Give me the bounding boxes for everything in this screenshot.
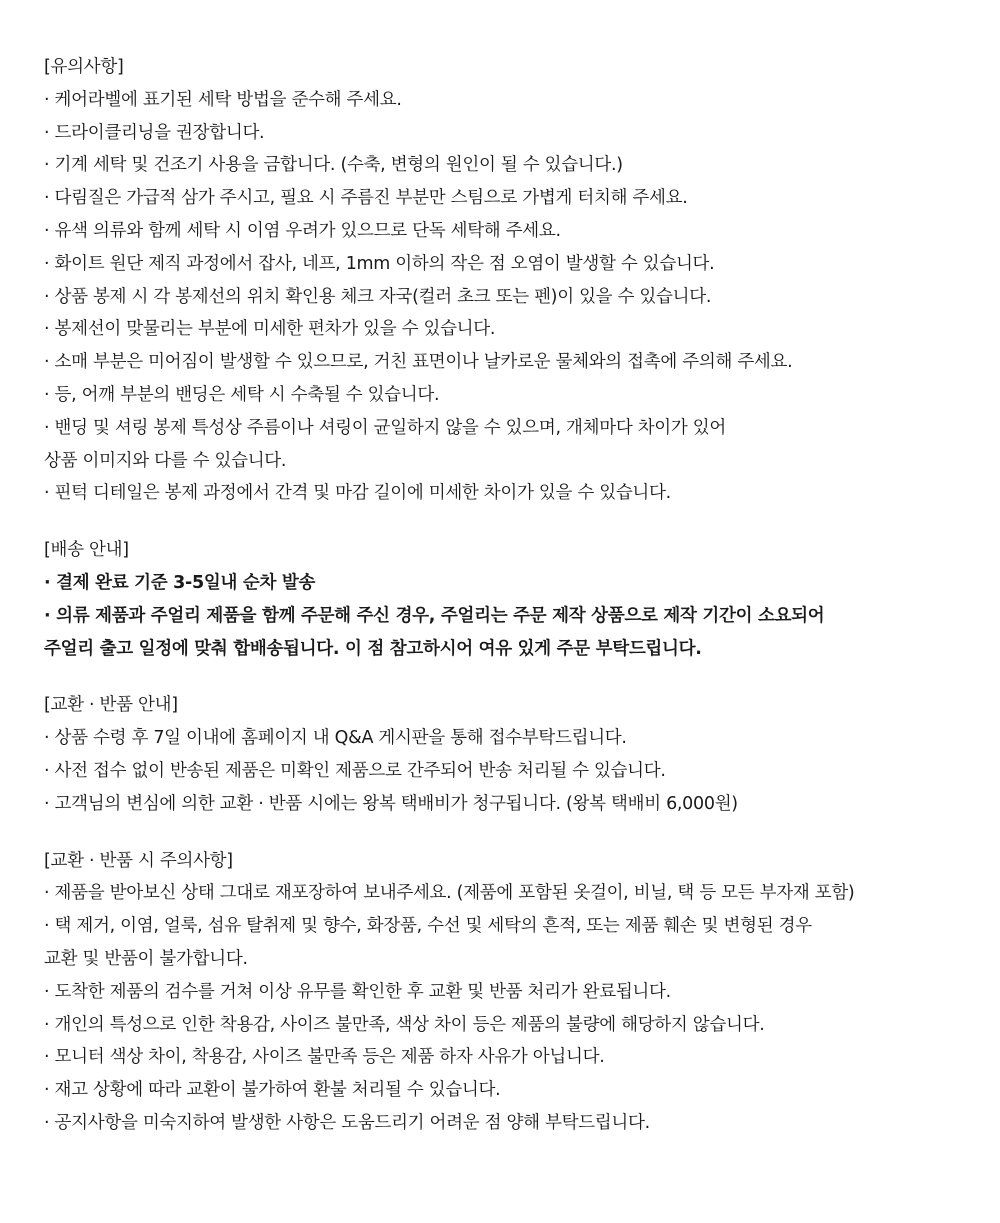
list-item: · 사전 접수 없이 반송된 제품은 미확인 제품으로 간주되어 반송 처리될 수 있습니다. [44,760,666,781]
section-exchange-return [44,689,1000,820]
section-title: [교환 · 반품 시 주의사항] [44,850,233,871]
list-item: · 도착한 제품의 검수를 거쳐 이상 유무를 확인한 후 교환 및 반품 처리가 완료됩니다. [44,981,671,1002]
list-item: · 모니터 색상 차이, 착용감, 사이즈 불만족 등은 제품 하자 사유가 아닙니다. [44,1047,605,1068]
list-item: · 의류 제품과 주얼리 제품을 함께 주문해 주신 경우, 주얼리는 주문 제작 상품으로 제작 기간이 소요되어 [44,605,825,626]
list-item: · 다림질은 가급적 삼가 주시고, 필요 시 주름진 부분만 스팀으로 가볍게 터치해 주세요. [44,188,688,209]
section-care-notes [44,51,1000,510]
section-spacer [44,665,1000,689]
list-item: · 봉제선이 맞물리는 부분에 미세한 편차가 있을 수 있습니다. [44,319,496,340]
list-item: · 제품을 받아보신 상태 그대로 재포장하여 보내주세요. (제품에 포함된 옷걸이, 비닐, 택 등 모든 부자재 포함) [44,883,855,904]
list-item: · 유색 의류와 함께 세탁 시 이염 우려가 있으므로 단독 세탁해 주세요. [44,220,561,241]
list-item: · 결제 완료 기준 3-5일내 순차 발송 [44,572,316,593]
section-spacer [44,510,1000,534]
list-item: · 개인의 특성으로 인한 착용감, 사이즈 불만족, 색상 차이 등은 제품의 불량에 해당하지 않습니다. [44,1014,765,1035]
section-title: [배송 안내] [44,540,129,561]
list-item: · 밴딩 및 셔링 봉제 특성상 주름이나 셔링이 균일하지 않을 수 있으며, 개체마다 차이가 있어 [44,417,726,438]
list-item: · 등, 어깨 부분의 밴딩은 세탁 시 수축될 수 있습니다. [44,384,440,405]
list-item: · 케어라벨에 표기된 세탁 방법을 준수해 주세요. [44,89,402,110]
list-item: · 공지사항을 미숙지하여 발생한 사항은 도움드리기 어려운 점 양해 부탁드립니다. [44,1112,650,1133]
list-item-continuation: 교환 및 반품이 불가합니다. [44,948,248,969]
list-item: · 상품 봉제 시 각 봉제선의 위치 확인용 체크 자국(컬러 초크 또는 펜)이 있을 수 있습니다. [44,286,712,307]
section-title: [유의사항] [44,57,124,77]
list-item: · 소매 부분은 미어짐이 발생할 수 있으므로, 거친 표면이나 날카로운 물체와의 접촉에 주의해 주세요. [44,352,793,373]
list-item: · 드라이클리닝을 권장합니다. [44,122,265,143]
section-title: [교환 · 반품 안내] [44,695,178,716]
list-item: · 재고 상황에 따라 교환이 불가하여 환불 처리될 수 있습니다. [44,1080,501,1101]
list-item: · 화이트 원단 제직 과정에서 잡사, 네프, 1mm 이하의 작은 점 오염이 발생할 수 있습니다. [44,253,715,274]
list-item: · 택 제거, 이염, 얼룩, 섬유 탈취제 및 향수, 화장품, 수선 및 세탁의 흔적, 또는 제품 훼손 및 변형된 경우 [44,916,812,937]
list-item: · 고객님의 변심에 의한 교환 · 반품 시에는 왕복 택배비가 청구됩니다. (왕복 택배비 6,000원) [44,793,738,814]
list-item: · 핀턱 디테일은 봉제 과정에서 간격 및 마감 길이에 미세한 차이가 있을 수 있습니다. [44,483,671,504]
section-exchange-return-cautions [44,845,1000,1140]
section-shipping [44,534,1000,665]
list-item: · 상품 수령 후 7일 이내에 홈페이지 내 Q&A 게시판을 통해 접수부탁드립니다. [44,728,627,749]
list-item-continuation: 상품 이미지와 다를 수 있습니다. [44,450,287,471]
list-item-continuation: 주얼리 출고 일정에 맞춰 합배송됩니다. 이 점 참고하시어 여유 있게 주문 부탁드립니다. [44,638,702,659]
section-spacer [44,821,1000,845]
list-item: · 기계 세탁 및 건조기 사용을 금합니다. (수축, 변형의 원인이 될 수 있습니다.) [44,155,623,176]
